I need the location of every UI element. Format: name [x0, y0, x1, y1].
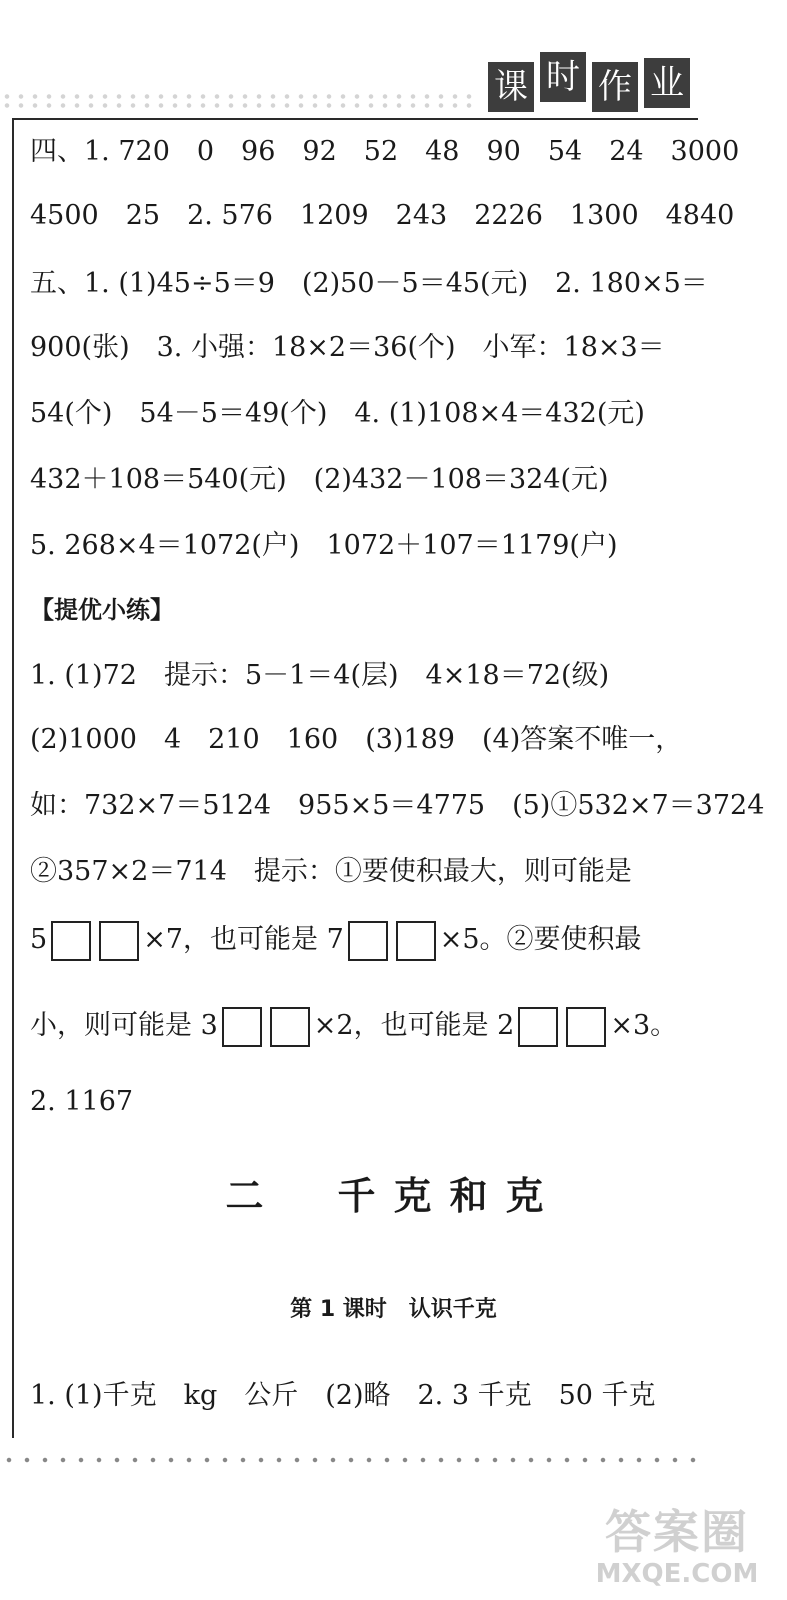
header-dot-pattern [0, 92, 480, 110]
answer-line: ②357×2＝714 提示：①要使积最大，则可能是 [30, 856, 632, 887]
blank-box [348, 921, 388, 961]
header-rule [12, 118, 698, 120]
answer-text: ×5。②要使积最 [439, 924, 642, 955]
blank-box [270, 1007, 310, 1047]
watermark-logo [577, 1505, 777, 1595]
watermark-url: MXQE.COM [595, 1559, 759, 1589]
answer-text: ×2，也可能是 2 [313, 1010, 515, 1041]
answer-line: 432＋108＝540(元) (2)432－108＝324(元) [30, 464, 609, 495]
answer-line: 1. (1)72 提示：5－1＝4(层) 4×18＝72(级) [30, 660, 610, 691]
blank-box [518, 1007, 558, 1047]
answer-text: 5 [30, 924, 48, 955]
blank-box [566, 1007, 606, 1047]
footer-dot-pattern [0, 1450, 700, 1470]
header-banner [488, 52, 693, 114]
lesson-title: 第 1 课时 认识千克 [290, 1297, 497, 1322]
blank-box [51, 921, 91, 961]
answer-line: 1. (1)千克 kg 公斤 (2)略 2. 3 千克 50 千克 [30, 1380, 656, 1411]
answer-line: 5. 268×4＝1072(户) 1072＋107＝1179(户) [30, 530, 618, 561]
banner-char: 业 [644, 58, 690, 108]
answer-line: 4500 25 2. 576 1209 243 2226 1300 4840 [30, 200, 735, 231]
answer-line-with-boxes [30, 1006, 677, 1047]
blank-box [396, 921, 436, 961]
banner-char: 课 [488, 62, 534, 112]
answer-line: 54(个) 54－5＝49(个) 4. (1)108×4＝432(元) [30, 398, 645, 429]
blank-box [222, 1007, 262, 1047]
answer-line: 900(张) 3. 小强：18×2＝36(个) 小军：18×3＝ [30, 332, 665, 363]
section-heading: 【提优小练】 [30, 596, 174, 624]
answer-text: 小，则可能是 3 [30, 1010, 218, 1041]
blank-box [99, 921, 139, 961]
banner-char: 时 [540, 52, 586, 102]
answer-line: 四、1. 720 0 96 92 52 48 90 54 24 3000 [30, 136, 740, 167]
banner-char: 作 [592, 62, 638, 112]
answer-text: ×3。 [610, 1010, 678, 1041]
answer-line-with-boxes [30, 920, 642, 961]
chapter-title: 二 千克和克 [225, 1174, 562, 1218]
answer-line: 五、1. (1)45÷5＝9 (2)50－5＝45(元) 2. 180×5＝ [30, 268, 708, 299]
left-margin-rule [12, 118, 14, 1438]
watermark-text: 答案圈 [605, 1505, 749, 1559]
answer-text: ×7，也可能是 7 [143, 924, 344, 955]
answer-line: 2. 1167 [30, 1086, 134, 1117]
answer-line: 如：732×7＝5124 955×5＝4775 (5)①532×7＝3724 [30, 790, 765, 821]
answer-line: (2)1000 4 210 160 (3)189 (4)答案不唯一， [30, 724, 683, 755]
